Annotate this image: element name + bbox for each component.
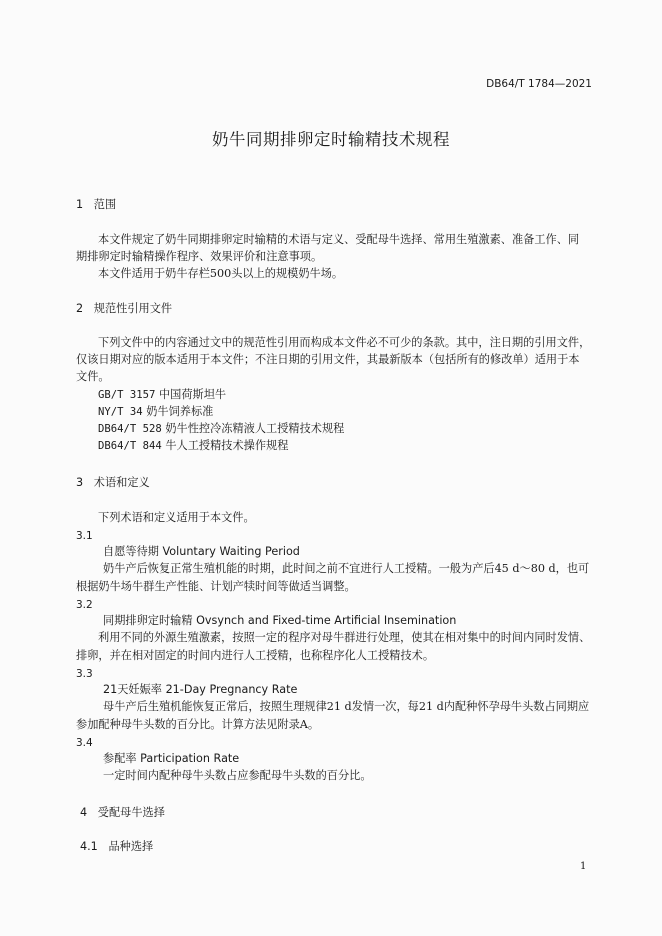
term-english-name: Ovsynch and Fixed-time Artificial Insemination <box>196 614 457 627</box>
section-2-heading: 2 规范性引用文件 <box>76 302 173 315</box>
section-2-paragraph-line: 下列文件中的内容通过文中的规范性引用而构成本文件必不可少的条款。其中，注日期的引用文件， <box>98 336 591 349</box>
term-definition-line: 参加配种母牛头数的百分比。计算方法见附录A。 <box>76 718 320 731</box>
reference-item <box>98 439 288 453</box>
section-4-heading: 4 受配母牛选择 <box>80 806 165 819</box>
reference-code: DB64/T 844 <box>98 440 162 452</box>
section-1-paragraph-line: 本文件规定了奶牛同期排卵定时输精的术语与定义、受配母牛选择、常用生殖激素、准备工作、同 <box>98 233 580 246</box>
reference-code: NY/T 34 <box>98 406 143 418</box>
term-number: 3.2 <box>76 599 93 611</box>
term-definition-line: 利用不同的外源生殖激素，按照一定的程序对母牛群进行处理，使其在相对集中的时间内同时发情、 <box>98 631 591 644</box>
term-definition-line: 奶牛产后恢复正常生殖机能的时期，此时间之前不宜进行人工授精。一般为产后45 d～80 d，也可 <box>103 562 590 575</box>
reference-name: 牛人工授精技术操作规程 <box>165 439 289 452</box>
term-number: 3.1 <box>76 530 93 542</box>
reference-item <box>98 388 226 402</box>
document-title: 奶牛同期排卵定时输精技术规程 <box>212 130 450 149</box>
section-2-paragraph-line: 文件。 <box>76 370 110 383</box>
section-1-scope-paragraph: 本文件适用于奶牛存栏500头以上的规模奶牛场。 <box>98 267 344 280</box>
section-1-paragraph-line: 期排卵定时输精操作程序、效果评价和注意事项。 <box>76 250 323 263</box>
term-title <box>103 614 456 628</box>
term-number: 3.4 <box>76 737 93 749</box>
term-definition-line: 根据奶牛场牛群生产性能、计划产犊时间等做适当调整。 <box>76 580 356 593</box>
term-english-name: Participation Rate <box>140 752 240 765</box>
term-english-name: Voluntary Waiting Period <box>162 545 300 558</box>
term-chinese-name: 21天妊娠率 <box>103 683 162 696</box>
term-definition-line: 一定时间内配种母牛头数占应参配母牛头数的百分比。 <box>103 769 372 782</box>
term-number: 3.3 <box>76 668 93 680</box>
reference-item <box>98 422 344 436</box>
subsection-4-1-heading: 4.1 品种选择 <box>80 840 154 853</box>
reference-item <box>98 405 213 419</box>
reference-code: GB/T 3157 <box>98 389 156 401</box>
section-1-heading: 1 范围 <box>76 198 117 211</box>
term-title <box>103 545 300 559</box>
reference-name: 中国荷斯坦牛 <box>158 388 227 401</box>
term-chinese-name: 自愿等待期 <box>103 545 159 558</box>
term-chinese-name: 同期排卵定时输精 <box>103 614 193 627</box>
term-chinese-name: 参配率 <box>103 752 137 765</box>
term-title <box>103 752 239 766</box>
section-2-paragraph-line: 仅该日期对应的版本适用于本文件；不注日期的引用文件，其最新版本（包括所有的修改单）适用于本 <box>76 353 580 366</box>
standard-code-header: DB64/T 1784—2021 <box>486 78 592 90</box>
reference-code: DB64/T 528 <box>98 423 162 435</box>
section-3-heading: 3 术语和定义 <box>76 476 150 489</box>
section-3-intro: 下列术语和定义适用于本文件。 <box>98 511 255 524</box>
term-definition-line: 母牛产后生殖机能恢复正常后，按照生理规律21 d发情一次，每21 d内配种怀孕母牛头数占同期应 <box>103 700 590 713</box>
term-title <box>103 683 297 697</box>
page-number: 1 <box>580 861 587 872</box>
reference-name: 奶牛饲养标准 <box>146 405 214 418</box>
reference-name: 奶牛性控冷冻精液人工授精技术规程 <box>165 422 345 435</box>
term-definition-line: 排卵，并在相对固定的时间内进行人工授精，也称程序化人工授精技术。 <box>76 649 435 662</box>
term-english-name: 21-Day Pregnancy Rate <box>165 683 298 696</box>
